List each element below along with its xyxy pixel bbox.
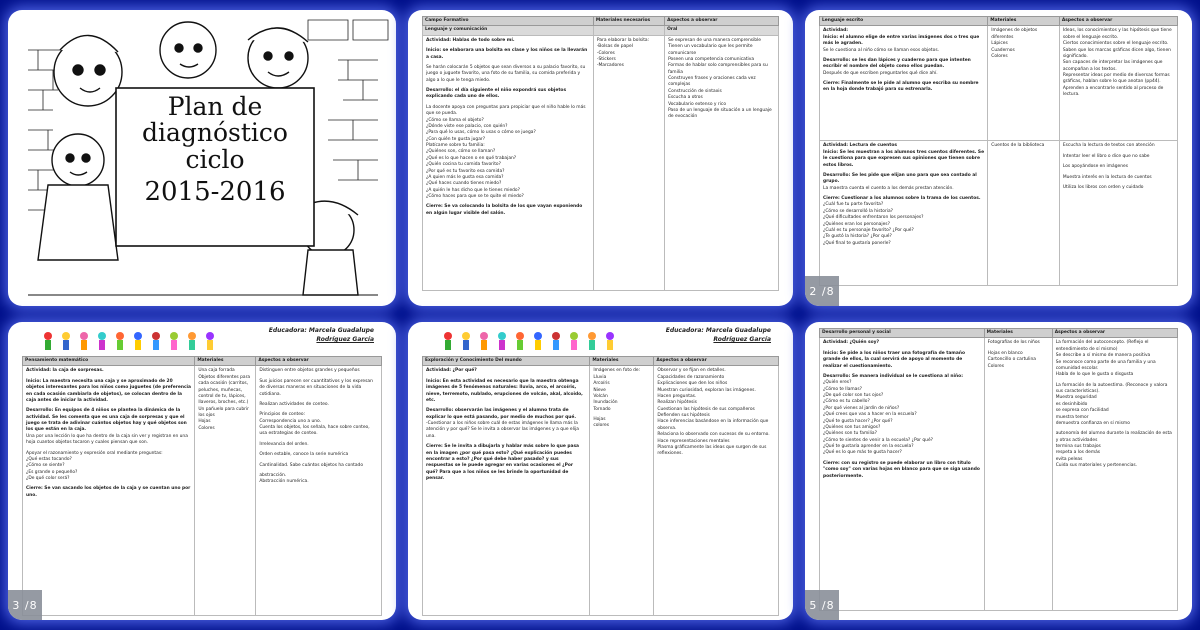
cell-line: Una por una lección lo que ha dentro de la caja sin ver y registran en una hoja cuantos objetos tocaron y cuales piensan que son.	[26, 433, 190, 446]
cell-line: ¿De qué color son tus ojos?	[823, 393, 884, 398]
cell-line: ¿Quién cocina tu comida favorito?	[426, 162, 501, 168]
cell-line: Aprenden a encontrarle sentido al proceso de lectura.	[1062, 85, 1165, 98]
col-header: Desarrollo personal y social	[820, 329, 985, 338]
cell-line: ¿Cómo te llamas?	[823, 386, 862, 392]
cell-line: Cartoncillo o cartulina	[987, 357, 1036, 363]
col-header: Aspectos a observar	[654, 357, 779, 366]
aspects-cell	[1052, 338, 1177, 611]
cell-line: Se harán colocarán 5 objetos que sean diversos a su palacio favorito, su juego o juguete favorito, una foto de su familia, su comida preferida y algo a lo que le tenga miedo.	[426, 64, 587, 83]
col-header: Materiales necesarios	[593, 17, 664, 26]
cell-line: Colores	[198, 425, 215, 431]
cell-line: Imágenes de objetos diferentes	[991, 28, 1039, 40]
cell-line: termina sus trabajos	[1055, 444, 1101, 449]
cell-line: ¿Con quién te gusta jugar?	[426, 136, 486, 142]
page-number-badge: 3 /8	[8, 590, 42, 620]
cell-line: ¿Cuál es tu personaje favorito? ¿Por qué?	[823, 227, 914, 233]
cell-line: ¿Quiénes son, cómo se llaman?	[426, 149, 496, 155]
cell-line: -Marcadores	[596, 63, 624, 69]
cell-line: Actividad: ¿Por qué?	[426, 368, 477, 374]
cell-line: ¿Quiénes son tu familia?	[823, 431, 877, 437]
cell-line: Lápices	[991, 41, 1008, 47]
aspects-cell	[1059, 26, 1177, 141]
cell-line: se expresa con facilidad	[1055, 408, 1109, 414]
sub-header	[593, 26, 664, 35]
teacher-name-line-2: Rodríguez García	[316, 336, 374, 343]
cell-line: ¿Cómo es tu cabello?	[823, 399, 870, 405]
slide-cover[interactable]	[8, 10, 396, 306]
materials-cell	[988, 141, 1060, 286]
plan-table	[22, 356, 382, 616]
cell-line: Volcán	[593, 393, 608, 399]
cell-line: Muestra interés en la lectura de cuentos	[1062, 174, 1152, 180]
cell-line: Paso de un lenguaje de situación a un lenguaje de evocación	[668, 107, 774, 120]
cell-line: Inicio: La maestra necesita una caja y se aproximado de 20 objetos interesantes para los niños como juguetes (de preferencia en cada ocasión cambiarla de objetos), se colocan dentro de la caja antes de iniciar la actividad.	[26, 378, 193, 403]
cell-line: Realizan actividades de conteo.	[259, 401, 329, 407]
cell-line: Explicaciones que den los niños	[657, 381, 728, 387]
cell-line: -Bolsas de papel	[596, 44, 633, 50]
cell-line: Inicio: Se pide a los niños traer una fotografía de tamaño grande de ellos, la cual servirá de apoyo al momento de realizar el cuestionamiento.	[823, 350, 967, 369]
teacher-name-line-1: Educadora: Marcela Guadalupe	[665, 327, 771, 334]
cell-line: ¿Qué es lo que más te gusta hacer?	[823, 450, 902, 456]
cell-line: Principios de conteo:	[259, 412, 306, 418]
cover-title-line-2: diagnóstico	[142, 118, 288, 148]
cell-line: Habla de lo que le gusta o disgusta	[1055, 372, 1134, 378]
cell-line: Correspondencia uno a uno.	[259, 418, 322, 424]
cover-title-line-4: 2015-2016	[144, 176, 286, 207]
cell-line: -Colores	[596, 50, 615, 56]
cell-line: Se reconoce como parte de una familia y una comunidad escolar.	[1055, 359, 1158, 371]
cell-line: Colores	[987, 363, 1005, 369]
materials-cell	[590, 366, 654, 616]
cell-line: Cuestionan las hipótesis de sus compañeros	[657, 406, 755, 412]
cell-line: ¿Quién eres?	[823, 380, 852, 386]
cell-line: ¿A quién le has dicho que le tienes miedo?	[426, 187, 520, 193]
col-header: Materiales	[195, 357, 256, 366]
cell-line: Plasma gráficamente las ideas que surgen de sus reflexiones.	[657, 444, 768, 457]
cell-line: muestra temor	[1055, 414, 1089, 420]
kids-banner-icon	[438, 328, 628, 354]
cell-line: colores	[593, 423, 610, 429]
cell-line: ¿Qué crees que vas a hacer en la escuela?	[823, 412, 917, 418]
cell-line: La maestra cuenta el cuento a los demás prestan atención.	[823, 185, 954, 191]
cell-line: La formación del autoconcepto. (Reflejo el entendimiento de sí mismo)	[1055, 340, 1150, 352]
activity-cell	[23, 366, 195, 616]
cell-line: Desarrollo: Se les pide que elijan uno para que sea contado al grupo.	[823, 172, 979, 185]
cell-line: Irrelevancia del orden.	[259, 441, 309, 447]
cell-line: Inundación	[593, 400, 618, 406]
cell-line: Desarrollo: Se manera individual se le cuestiona al niño:	[823, 373, 963, 379]
cell-line: ¿Dónde viste ese palacio, con quién?	[426, 123, 508, 129]
page-number-badge: 2 /8	[805, 276, 839, 306]
cell-line: La docente apoya con preguntas para propiciar que el niño hable lo más que se pueda.	[426, 104, 587, 117]
plan-table	[819, 16, 1178, 286]
cell-line: Cierre: con su registro se puede elaborar un libro con título "como soy" con varias hojas en blanco para que se siga usando posteriormente.	[823, 460, 982, 479]
cell-line: Colores	[991, 53, 1008, 59]
cell-line: ¿Qué te gusta hacer? ¿Por qué?	[823, 418, 893, 424]
cell-line: Escucha la lectura de textos con atención	[1062, 143, 1155, 149]
activity-cell	[423, 35, 594, 290]
cell-line: Actividad: ¿Quién soy?	[823, 340, 880, 346]
aspects-cell	[654, 366, 779, 616]
cell-line: ¿Para qué lo usas, cómo lo usas o cómo se juega?	[426, 130, 536, 136]
cell-line: Distinguen entre objetos grandes y pequeños	[259, 368, 360, 374]
cell-line: Una caja forrada	[198, 368, 235, 374]
plan-table	[422, 356, 779, 616]
cell-line: Hojas	[593, 417, 606, 422]
cell-line: ¿Por qué vienes al jardín de niños?	[823, 405, 900, 411]
cell-line: Cierre: Se le invita a dibujarla y hablar más sobre lo que pasa en la imagen ¿por qué pasa esto? ¿Qué explicación puedes encontrar a esto? ¿Por qué debe haber pasado? y sus respuestas se le puede agregar en varias ocasiones el ¿Por qué? Para que a los niños se les brinde la oportunidad de pensar.	[426, 444, 581, 481]
cell-line: ¿Cómo haces para que se te quite el miedo?	[426, 194, 524, 199]
cell-line: ¿Cómo se siente?	[26, 463, 65, 469]
teacher-name-line-2: Rodríguez García	[713, 336, 771, 343]
cell-line: Relaciona lo observado con sucesos de su entorno.	[657, 432, 770, 438]
cell-line: ¿Cómo se desarrolló la historia?	[823, 208, 893, 214]
cell-line: Sus juicios parecen ser cuantitativos y los expresan de diversas maneras en situaciones de la vida cotidiana.	[259, 378, 375, 397]
cell-line: Hacen preguntas.	[657, 393, 697, 399]
cell-line: Arcoíris	[593, 381, 610, 387]
cell-line: Realizan hipótesis	[657, 400, 697, 406]
cell-line: es desinhibido	[1055, 401, 1088, 407]
cell-line: Construcción de sintaxis	[668, 88, 722, 94]
slide-desarrollo-personal[interactable]	[805, 322, 1192, 620]
plan-table	[422, 16, 779, 291]
cell-line: Ideas, los conocimientos y las hipótesis que tiene sobre el lenguaje escrito.	[1062, 28, 1174, 40]
cell-line: Formas de hablar solo comprensibles para su familia	[668, 63, 770, 75]
cell-line: Cardinalidad. Sabe cuántos objetos ha contado	[259, 462, 364, 468]
cell-line: abstracción.	[259, 472, 287, 478]
cell-line: Construyen frases y oraciones cada vez complejas	[668, 76, 758, 88]
col-header: Aspectos a observar	[665, 17, 779, 26]
cell-line: Apoyar el razonamiento y expresión oral mediante preguntas:	[26, 450, 163, 456]
cell-line: Poseen una competencia comunicativa	[668, 56, 755, 62]
cell-line: ¿Cómo te sientes de venir a la escuela? ¿Por qué?	[823, 437, 933, 443]
cell-line: Hojas	[198, 419, 211, 425]
cell-line: Hace inferencias basándose en la información que observa.	[657, 419, 770, 431]
aspects-cell	[256, 366, 382, 616]
cell-line: Utiliza los libros con orden y cuidado	[1062, 184, 1144, 190]
cell-line: Actividad:	[823, 28, 848, 34]
cell-line: ¿Quiénes son tus amigos?	[823, 424, 881, 430]
slide-lenguaje-escrito[interactable]	[805, 10, 1192, 306]
col-header: Materiales	[988, 17, 1060, 26]
cell-line: Tornado	[593, 406, 611, 412]
col-header: Campo Formativo	[423, 17, 594, 26]
cell-line: ¿Cuál fue tu parte favorita?	[823, 202, 884, 208]
cell-line: Capacidades de razonamiento	[657, 374, 725, 380]
cell-line: Muestra seguridad	[1055, 395, 1097, 401]
cell-line: Desarrollo: observarán las imágenes y el alumno trata de explicar lo que está pasando, por medio de muchos por qué.	[426, 408, 576, 420]
cell-line: demuestra confianza en sí mismo	[1055, 420, 1130, 426]
activity-cell	[820, 26, 988, 141]
cell-line: Defienden sus hipótesis	[657, 413, 710, 418]
activity-cell	[820, 338, 985, 611]
cell-line: ¿De qué color será?	[26, 476, 70, 481]
cell-line: Inicio: Se les muestran a los alumnos tres cuentos diferentes. Se le cuestiona para que expresen sus opiniones que tienen sobre estos libros.	[823, 149, 986, 168]
cell-line: Se le cuestiona al niño cómo se llaman esos objetos.	[823, 47, 940, 53]
cell-line: Representar ideas por medio de diversas formas gráficas, hablan sobre lo que anotan (pp44).	[1062, 73, 1172, 85]
cell-line: Orden estable, conoce la serie numérica	[259, 452, 349, 458]
cell-line: ¿Qué estas tocando?	[26, 456, 72, 462]
cell-line: Escucha a otros	[668, 95, 703, 101]
cell-line: Actividad: Hablas de todo sobre mí.	[426, 37, 515, 43]
cell-line: respeta a los demás	[1055, 450, 1101, 456]
cell-line: ¿Qué dificultades enfrentaron los personajes?	[823, 215, 924, 221]
cell-line: ¿Cómo se llama el objeto?	[426, 117, 484, 123]
cover-title	[120, 94, 310, 206]
sub-header: Lenguaje y comunicación	[423, 26, 594, 35]
activity-cell	[820, 141, 988, 286]
cell-line: ¿Por qué es tu favorito esa comida?	[426, 168, 505, 174]
aspects-cell	[665, 35, 779, 290]
cell-line: Los apoyándose en imágenes	[1062, 164, 1129, 170]
slide-lenguaje-oral[interactable]	[408, 10, 793, 306]
col-header: Aspectos a observar	[1052, 329, 1177, 338]
cell-line: Cuentos de la biblioteca	[991, 143, 1045, 149]
plan-table	[819, 328, 1178, 611]
col-header: Aspectos a observar	[1059, 17, 1177, 26]
page-number-badge: 5 /8	[805, 590, 839, 620]
cover-title-line-1: Plan de	[167, 92, 263, 121]
cell-line: ¿Te gustó la historia? ¿Por qué?	[823, 234, 892, 240]
cell-line: Cierre: Finalmente se le pide al alumno que escriba su nombre en la hoja donde trabajó para su estrenarla.	[823, 81, 981, 93]
teacher-name-line-1: Educadora: Marcela Guadalupe	[268, 327, 374, 334]
kids-banner-icon	[38, 328, 228, 354]
cell-line: Cierre: Se va colocando la bolsita de los que vayan exponiendo en algún lugar visible del salón.	[426, 204, 584, 216]
cell-line: Fotografías de los niños	[987, 340, 1040, 346]
cell-line: Son capaces de interpretar las imágenes que acompañan a los textos.	[1062, 60, 1164, 72]
cell-line: Inicio: se elaborara una bolsita en clase y los niños se la llevarán a casa.	[426, 48, 589, 60]
cell-line: Nieve	[593, 387, 606, 393]
activity-cell	[423, 366, 590, 616]
cell-line: ¿Qué es lo que hacen o en qué trabajan?	[426, 155, 517, 161]
cell-line: Cierre: Se van sacando los objetos de la caja y se cuentan uno por uno.	[26, 486, 192, 498]
materials-cell	[984, 338, 1052, 611]
cell-line: Desarrollo: En equipos de 4 niños se plantea la dinámica de la actividad. Se les comenta que es una caja de sorpresas y que el juego se trata de adivinar cuántos objetos hay y qué objetos son los que están en la caja.	[26, 408, 189, 433]
cell-line: Hojas en blanco	[987, 350, 1023, 356]
cell-line: Observar y se fijan en detalles.	[657, 368, 726, 374]
cell-line: Vocabulario extenso y rico	[668, 101, 727, 107]
col-header: Materiales	[984, 329, 1052, 338]
cell-line: ¿Qué final te gustaría ponerle?	[823, 240, 891, 246]
materials-cell	[988, 26, 1060, 141]
materials-cell	[195, 366, 256, 616]
cell-line: -Cuestionar a los niños sobre cuál de estas imágenes le llama más la atención y por qué? Se le invita a observar las imágenes y a que elija una.	[426, 421, 581, 439]
col-header: Aspectos a observar	[256, 357, 382, 366]
cell-line: Ciertos conocimientos sobre el lenguaje escrito.	[1062, 41, 1169, 47]
cell-line: ¿Qué te gustaría aprender en la escuela?	[823, 444, 914, 449]
col-header: Lenguaje escrito	[820, 17, 988, 26]
cell-line: La formación de la autoestima. (Reconoce y valora sus características).	[1055, 382, 1169, 394]
cell-line: Desarrollo: se les dan lápices y cuaderno para que intenten escribir el nombre del objeto como ellos puedan.	[823, 57, 973, 70]
cell-line: ¿Quiénes eran los personajes?	[823, 221, 890, 227]
materials-cell	[593, 35, 664, 290]
cell-line: Un pañuelo para cubrir los ojos	[198, 406, 251, 418]
cell-line: autonomía del alumno durante la realización de esta y otras actividades	[1055, 431, 1174, 443]
teacher-name	[666, 326, 771, 344]
cell-line: Cierre: Cuestionar a los alumnos sobre la trama de los cuentos.	[823, 196, 981, 201]
cover-title-line-3: ciclo	[185, 144, 245, 174]
cell-line: Muestran curiosidad, exploran las imágenes.	[657, 387, 756, 393]
cell-line: Actividad: Lectura de cuentos	[823, 143, 897, 149]
cell-line: evita peleas	[1055, 456, 1083, 462]
col-header: Exploración y Conocimiento Del mundo	[423, 357, 590, 366]
cell-line: ¿A quien más le gusta esa comida?	[426, 174, 504, 180]
cell-line: Inicio: En esta actividad es necesario que la maestra obtenga imágenes de 5 fenómenos naturales: lluvia, arco, el arcoíris, nieve, terremoto, nublado, erupciones de volcán, akal, alcoido, etc.	[426, 378, 585, 403]
slide-pensamiento-matematico[interactable]	[8, 322, 396, 620]
slide-exploracion-mundo[interactable]	[408, 322, 793, 620]
cell-line: Actividad: la caja de sorpresas.	[26, 368, 104, 374]
cell-line: Tienen un vocabulario que les permite comunicarse	[668, 44, 754, 56]
cell-line: Objetos diferentes para cada ocasión (carritos, peluches, muñecas, control de tv, lápices, llaveros, broches, etc.)	[198, 374, 252, 406]
aspects-cell	[1059, 141, 1177, 286]
col-header: Materiales	[590, 357, 654, 366]
col-header: Pensamiento matemático	[23, 357, 195, 366]
sub-header: Oral	[665, 26, 779, 35]
cell-line: Cuenta los objetos, los señala, hace sobre conteo, usa estrategias de conteo.	[259, 425, 372, 437]
cell-line: Para elaborar la bolsita:	[596, 37, 650, 43]
cell-line: Platícame sobre tu familia:	[426, 143, 485, 148]
teacher-name	[269, 326, 374, 344]
cell-line: ¿Qué haces cuando tienes miedo?	[426, 181, 502, 187]
cell-line: -Stickers	[596, 56, 616, 62]
cell-line: Inicio: el alumno elige de entre varias imágenes dos o tres que más le agraden.	[823, 34, 981, 47]
cell-line: Lluvia	[593, 374, 607, 380]
cell-line: Cuida sus materiales y pertenencias.	[1055, 463, 1138, 469]
cell-line: Intentar leer el libro o dice que no sabe	[1062, 153, 1150, 159]
cell-line: Saben que los marcas gráficas dicen algo, tienen significado.	[1062, 47, 1173, 59]
cell-line: Se expresan de una manera comprensible	[668, 37, 761, 43]
cell-line: Abstracción numérica.	[259, 479, 309, 485]
cell-line: Desarrollo: el día siguiente el niño expondrá sus objetos explicando cada uno de ellos.	[426, 88, 568, 100]
cell-line: Cuadernos	[991, 47, 1015, 53]
cell-line: Imágenes en foto de:	[593, 368, 641, 374]
cell-line: ¿Es grande o pequeño?	[26, 469, 78, 475]
cell-line: Se describe a sí mismo de manera positiva	[1055, 353, 1151, 359]
cell-line: Hace representaciones mentales	[657, 438, 730, 444]
cell-line: Después de que escriben preguntarles qué dice ahí.	[823, 70, 938, 76]
